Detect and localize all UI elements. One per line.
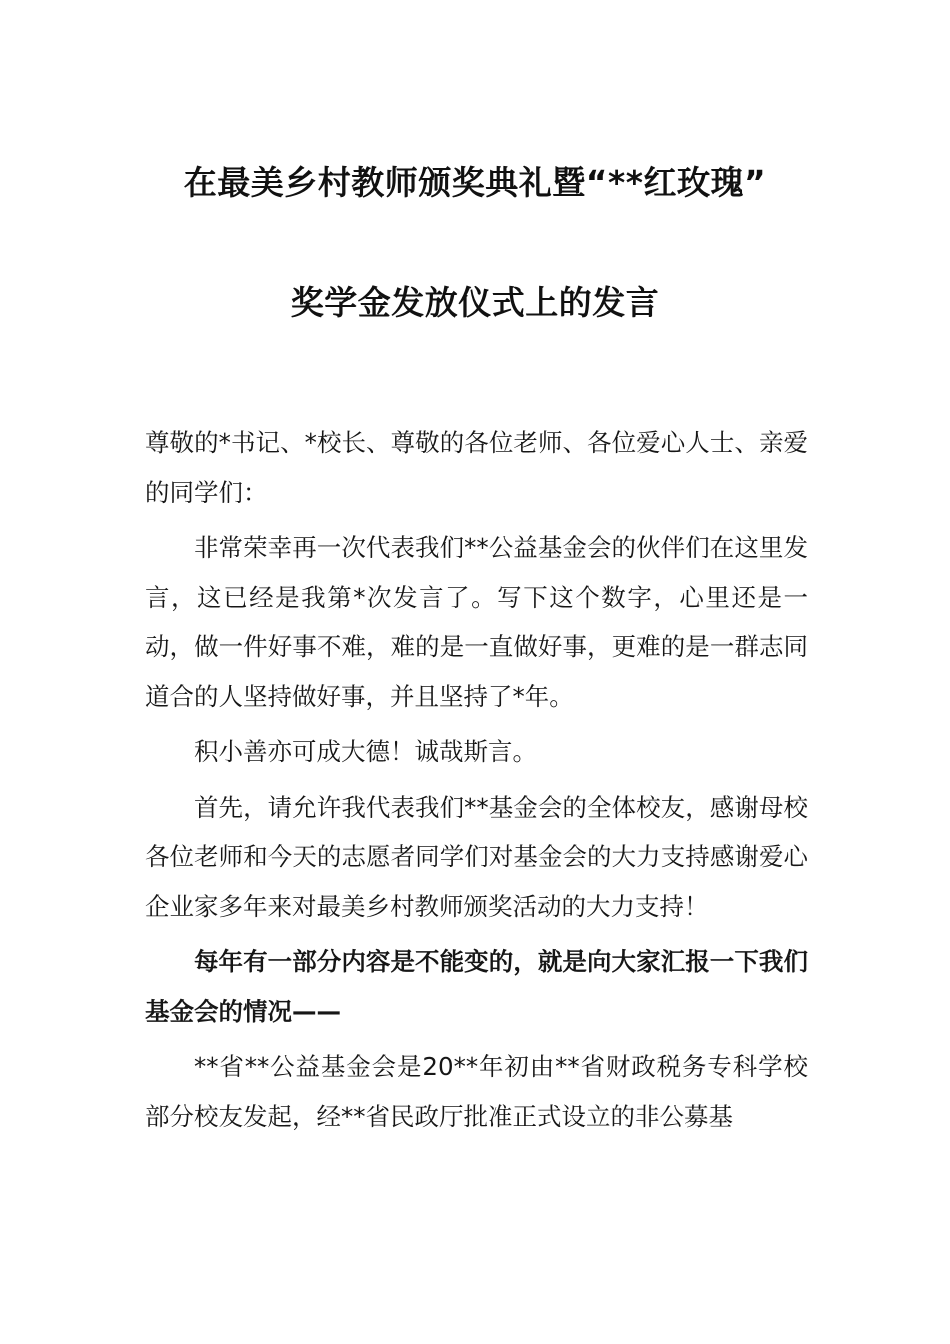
body-paragraph: 非常荣幸再一次代表我们**公益基金会的伙伴们在这里发言，这已经是我第*次发言了。写下这个数字，心里还是一动，做一件好事不难，难的是一直做好事，更难的是一群志同道合的人坚持做好事，并且坚持了*年。: [145, 533, 808, 711]
body-paragraph: **省**公益基金会是20**年初由**省财政税务专科学校部分校友发起，经**省民政厅批准正式设立的非公募基: [145, 1052, 808, 1131]
body-paragraph: 积小善亦可成大德！诚哉斯言。: [194, 737, 537, 766]
document-title-line-1: 在最美乡村教师颁奖典礼暨“**红玫瑰”: [183, 163, 767, 202]
salutation-paragraph: 尊敬的*书记、*校长、尊敬的各位老师、各位爱心人士、亲爱的同学们：: [145, 428, 808, 507]
document-title-line-2: 奖学金发放仪式上的发言: [290, 283, 660, 322]
body-paragraph: 首先，请允许我代表我们**基金会的全体校友，感谢母校各位老师和今天的志愿者同学们对基金会的大力支持感谢爱心企业家多年来对最美乡村教师颁奖活动的大力支持！: [145, 792, 808, 921]
document-body: [145, 418, 808, 1147]
bold-section-heading: 每年有一部分内容是不能变的，就是向大家汇报一下我们基金会的情况——: [145, 947, 808, 1026]
